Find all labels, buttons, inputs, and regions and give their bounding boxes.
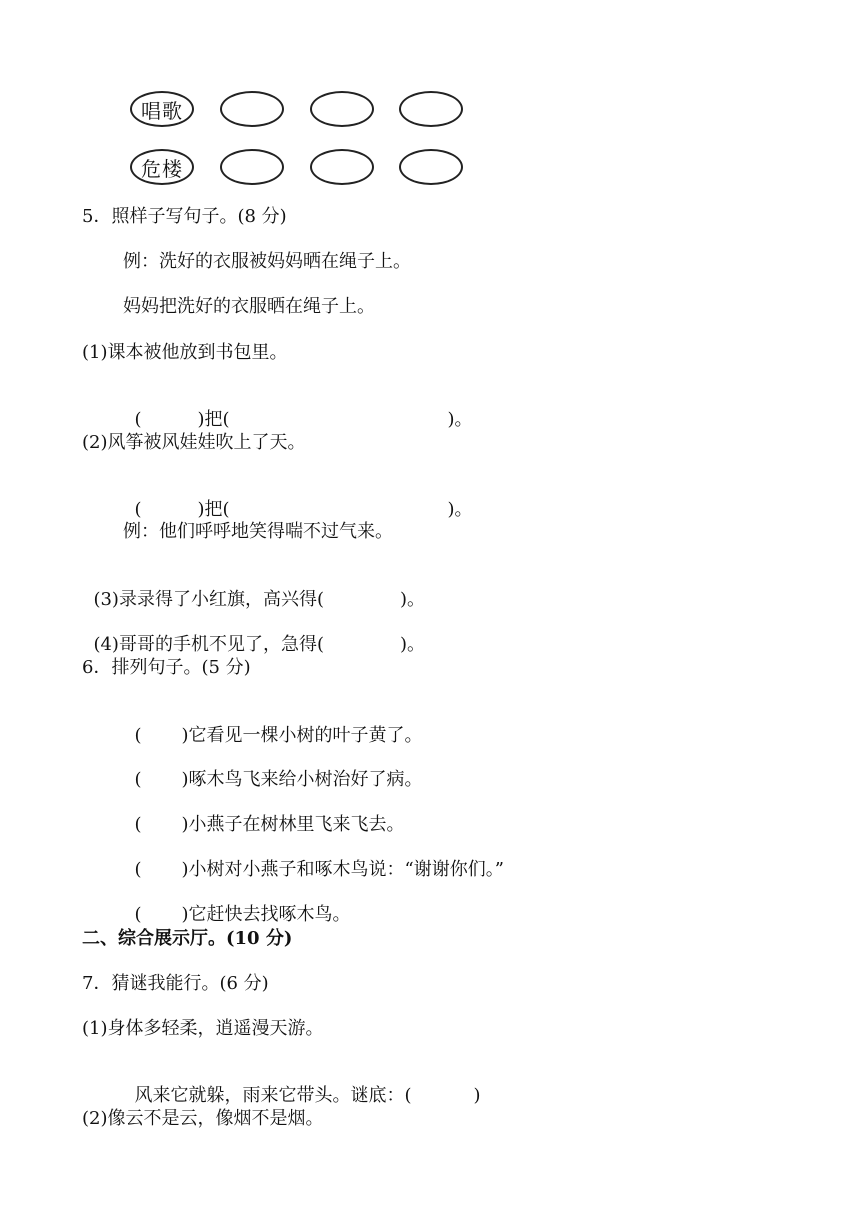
question-item: (1)课本被他放到书包里。 bbox=[82, 342, 288, 363]
example-sentence: 例：他们呼呼地笑得喘不过气来。 bbox=[123, 521, 393, 542]
blank-oval[interactable] bbox=[220, 149, 284, 185]
example-sentence: 例：洗好的衣服被妈妈晒在绳子上。 bbox=[123, 251, 411, 272]
answer-line bbox=[123, 477, 473, 521]
sentence-text: )小树对小燕子和啄木鸟说：“谢谢你们。” bbox=[181, 859, 504, 880]
paren-end: )。 bbox=[447, 409, 473, 430]
word-oval-1: 唱歌 bbox=[130, 91, 194, 127]
riddle-line: (1)身体多轻柔，逍遥漫天游。 bbox=[82, 1018, 324, 1039]
sentence-text: )小燕子在树林里飞来飞去。 bbox=[181, 814, 405, 835]
paren-mid: )把( bbox=[197, 499, 230, 520]
riddle-line bbox=[123, 1063, 481, 1107]
question-item bbox=[82, 612, 425, 656]
blank-oval[interactable] bbox=[399, 149, 463, 185]
order-sentence bbox=[123, 703, 423, 747]
paren-open: ( bbox=[134, 499, 142, 520]
paren-open: ( bbox=[134, 904, 142, 925]
paren-end: )。 bbox=[447, 499, 473, 520]
question-6-title: 6．排列句子。(5 分) bbox=[82, 657, 251, 678]
question-item: (2)风筝被风娃娃吹上了天。 bbox=[82, 432, 306, 453]
order-sentence bbox=[123, 792, 405, 836]
blank-oval[interactable] bbox=[310, 149, 374, 185]
paren-open: ( bbox=[134, 725, 142, 746]
riddle-text: 风来它就躲，雨来它带头。谜底：( bbox=[134, 1085, 412, 1106]
word-oval-2: 危楼 bbox=[130, 149, 194, 185]
sentence-text: )它看见一棵小树的叶子黄了。 bbox=[181, 725, 423, 746]
order-sentence bbox=[123, 837, 504, 881]
item-text: (4)哥哥的手机不见了，急得( bbox=[93, 634, 324, 655]
paren-mid: )把( bbox=[197, 409, 230, 430]
paren-open: ( bbox=[134, 814, 142, 835]
question-7-title: 7．猜谜我能行。(6 分) bbox=[82, 973, 269, 994]
sentence-text: )它赶快去找啄木鸟。 bbox=[181, 904, 351, 925]
question-5-title: 5．照样子写句子。(8 分) bbox=[82, 206, 287, 227]
paren-end: ) bbox=[473, 1085, 481, 1106]
paren-open: ( bbox=[134, 409, 142, 430]
blank-oval[interactable] bbox=[310, 91, 374, 127]
blank-oval[interactable] bbox=[399, 91, 463, 127]
example-sentence: 妈妈把洗好的衣服晒在绳子上。 bbox=[123, 296, 375, 317]
paren-open: ( bbox=[134, 859, 142, 880]
order-sentence bbox=[123, 747, 423, 791]
question-item bbox=[82, 567, 425, 611]
paren-end: )。 bbox=[399, 634, 426, 655]
item-text: (3)录录得了小红旗，高兴得( bbox=[93, 589, 324, 610]
order-sentence bbox=[123, 882, 351, 926]
section-2-title: 二、综合展示厅。(10 分) bbox=[82, 928, 293, 949]
paren-end: )。 bbox=[399, 589, 426, 610]
riddle-line: (2)像云不是云，像烟不是烟。 bbox=[82, 1108, 324, 1129]
answer-line bbox=[123, 387, 473, 431]
paren-open: ( bbox=[134, 769, 142, 790]
sentence-text: )啄木鸟飞来给小树治好了病。 bbox=[181, 769, 423, 790]
blank-oval[interactable] bbox=[220, 91, 284, 127]
